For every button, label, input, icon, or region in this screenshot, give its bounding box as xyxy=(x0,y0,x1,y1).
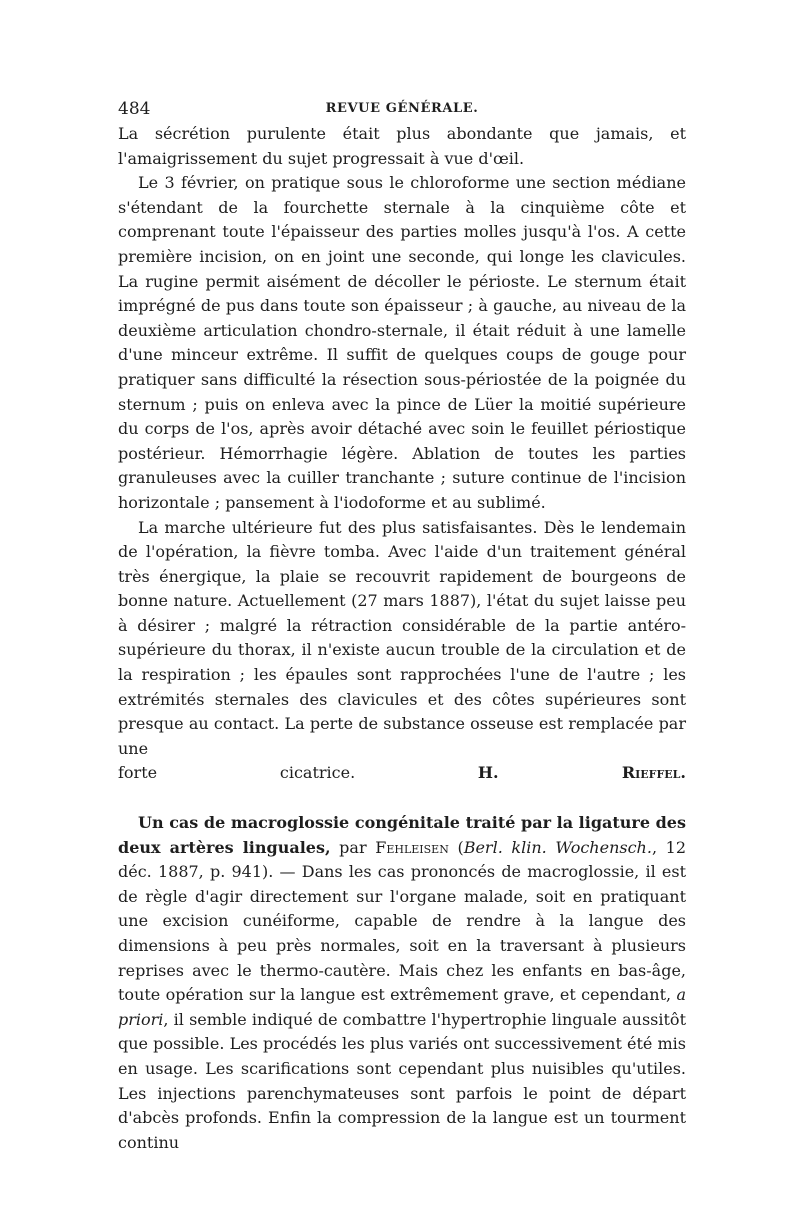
author-signature: H. Rieffel. xyxy=(477,763,686,783)
body-text-end: , il semble indiqué de combattre l'hypertrophie linguale aussitôt que possible. Les procédés les plus variés ont successivement été mis en usage. Les scarifications sont cependant plus nuisibles qu'utiles. Les injections parenchymateuses sont parfois le point de départ d'abcès profonds. Enfin la compression de la langue est un tourment continu xyxy=(118,1009,686,1152)
author-name: Fehleisen xyxy=(375,837,449,857)
article-title: Un cas de macroglossie congénitale traité par la ligature des deux artères linguales, xyxy=(118,813,686,857)
body-text-start: — Dans les cas prononcés de macroglossie, il est de règle d'agir directement sur l'organe malade, soit en pratiquant une excision cunéiforme, capable de rendre à la langue des dimensions à peu près normales, soit en la traversant à plusieurs reprises avec le thermo-cautère. Mais chez les enfants en bas-âge, toute opération sur la langue est extrêmement grave, et cependant, xyxy=(118,862,686,1005)
open-paren: ( xyxy=(448,837,464,857)
page-header xyxy=(118,96,686,122)
by-text: par xyxy=(330,837,376,857)
paragraph-1: La sécrétion purulente était plus abondante que jamais, et l'amaigrissement du sujet progressait à vue d'œil. xyxy=(118,124,686,168)
a-priori-text: a priori xyxy=(118,985,686,1029)
last-line-text: forte cicatrice. xyxy=(118,763,356,783)
article-2-paragraph xyxy=(118,811,686,1155)
article-macroglossia xyxy=(118,811,686,1155)
citation-rest: , 12 déc. 1887, p. 941). xyxy=(118,837,687,882)
paragraph-3: La marche ultérieure fut des plus satisfaisantes. Dès le lendemain de l'opération, la fièvre tomba. Avec l'aide d'un traitement général très énergique, la plaie se recouvrit rapidement de bourgeons de bonne nature. Actuellement (27 mars 1887), l'état du sujet laisse peu à désirer ; malgré la rétraction considérable de la partie antéro-supérieure du thorax, il n'existe aucun trouble de la circulation et de la respiration ; les épaules sont rapprochées l'une de l'autre ; les extrémités sternales des clavicules et des côtes supérieures sont presque au contact. La perte de substance osseuse est remplacée par une xyxy=(118,517,686,758)
paragraph-2: Le 3 février, on pratique sous le chloroforme une section médiane s'étendant de la fourchette sternale à la cinquième côte et comprenant toute l'épaisseur des parties molles jusqu'à l'os. A cette première incision, on en joint une seconde, qui longe les clavicules. La rugine permit aisément de décoller le périoste. Le sternum était imprégné de pus dans toute son épaisseur ; à gauche, au niveau de la deuxième articulation chondro-sternale, il était réduit à une lamelle d'une minceur extrême. Il suffit de quelques coups de gouge pour pratiquer sans difficulté la résection sous-périostée de la poignée du sternum ; puis on enleva avec la pince de Lüer la moitié supérieure du corps de l'os, après avoir détaché avec soin le feuillet périostique postérieur. Hémorrhagie légère. Ablation de toutes les parties granuleuses avec la cuiller tranchante ; suture continue de l'incision horizontale ; pansement à l'iodoforme et au sublimé. xyxy=(118,173,686,512)
article-separator xyxy=(118,786,686,811)
article-sternum-resection xyxy=(118,122,686,786)
page-number: 484 xyxy=(118,99,151,119)
book-page xyxy=(118,96,686,1155)
journal-name: Berl. klin. Wochensch. xyxy=(463,837,652,857)
running-head: REVUE GÉNÉRALE. xyxy=(325,101,479,116)
paragraph-3-last-line xyxy=(118,761,686,786)
